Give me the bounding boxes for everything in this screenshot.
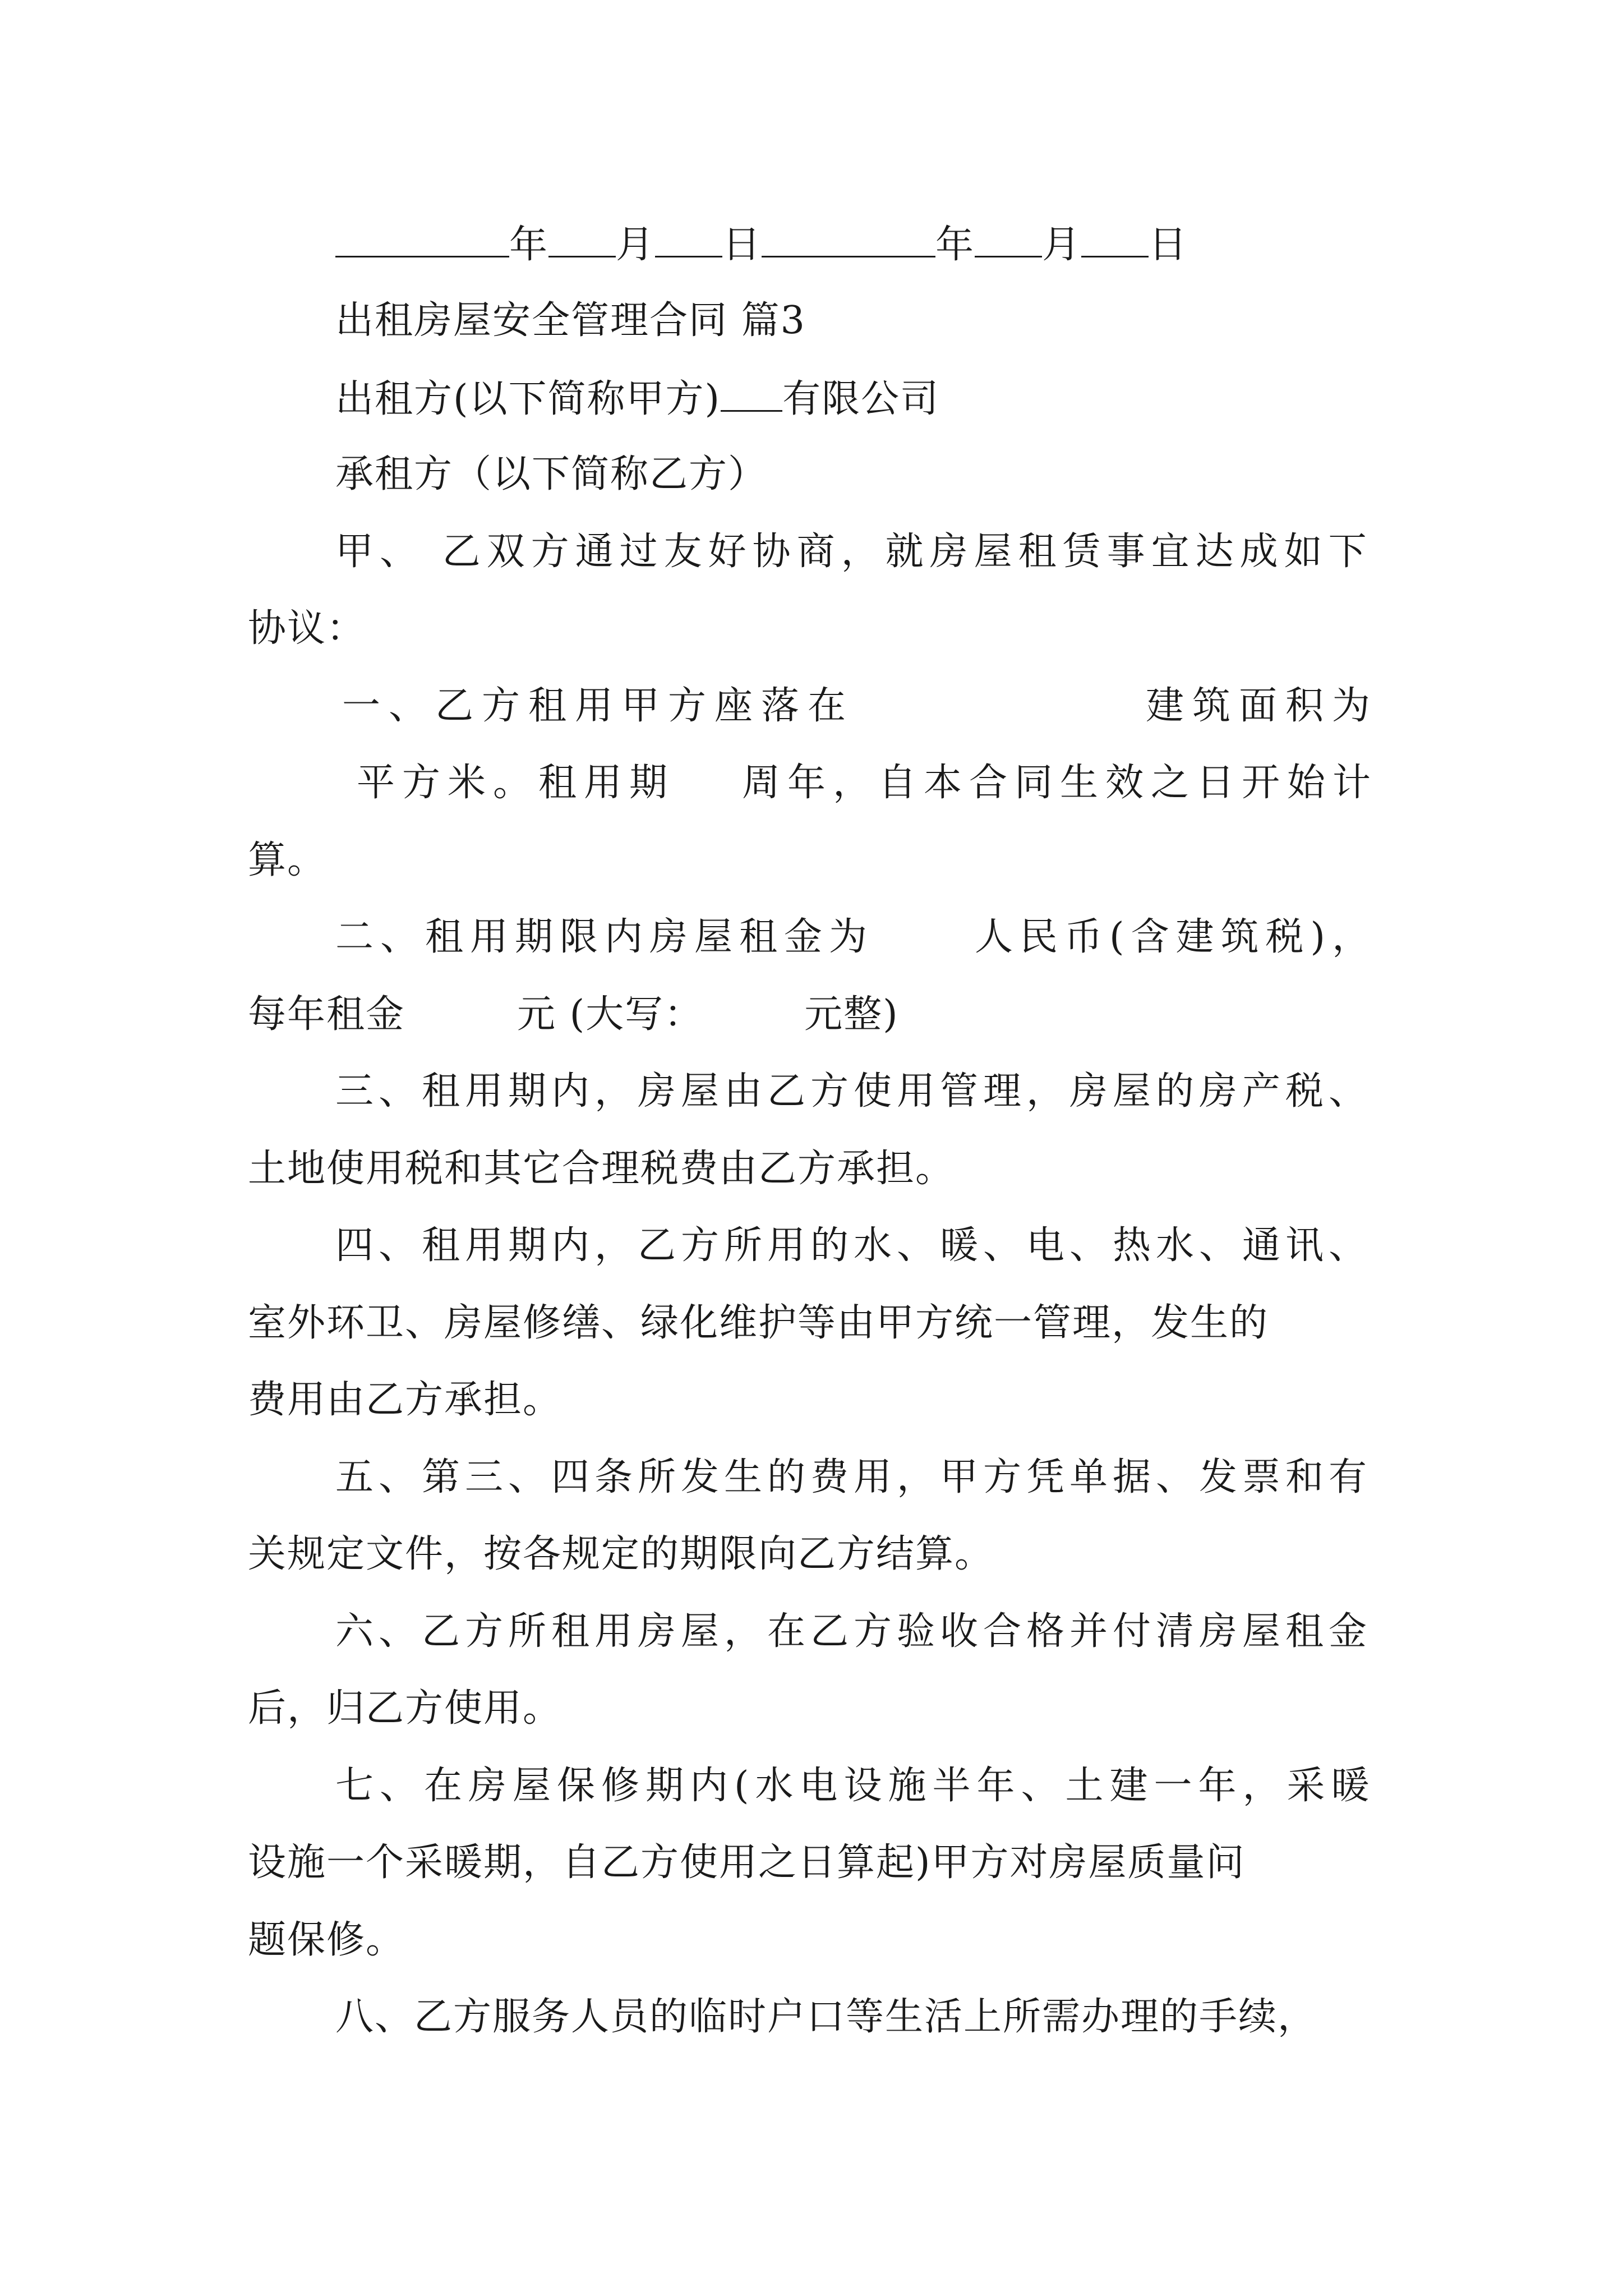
date-row xyxy=(335,223,1188,267)
clause-4-line-3: 费用由乙方承担。 xyxy=(248,1378,562,1422)
clause-1-line-3: 算。 xyxy=(248,838,327,882)
clause-1-line-1 xyxy=(342,684,1379,728)
month-label-2: 月 xyxy=(1042,223,1082,267)
clause-2-part-1: 二、租用期限内房屋租金为 xyxy=(335,915,874,959)
clause-2-part-2: 人民币(含建筑税)， xyxy=(975,915,1377,959)
clause-1-line-2-part-2: 周年，自本合同生效之日开始计 xyxy=(742,761,1378,805)
intro-line-2: 协议： xyxy=(248,606,366,651)
lessor-prefix: 出租方(以下简称甲方) xyxy=(335,377,721,421)
clause-2-line-2-part-3: 元整) xyxy=(804,992,899,1037)
clause-4-line-2: 室外环卫、房屋修缮、绿化维护等由甲方统一管理，发生的 xyxy=(248,1301,1269,1345)
clause-2-line-2-part-1: 每年租金 xyxy=(248,992,405,1037)
year-label-1: 年 xyxy=(509,223,549,267)
clause-2-line-1 xyxy=(335,915,1377,959)
month-blank-2 xyxy=(975,224,1042,257)
lessor-blank xyxy=(721,379,782,412)
clause-6-line-2: 后，归乙方使用。 xyxy=(248,1686,562,1731)
day-blank-1 xyxy=(655,224,722,257)
clause-4-line-1: 四、租用期内，乙方所用的水、暖、电、热水、通讯、 xyxy=(335,1223,1372,1268)
clause-3-line-1: 三、租用期内，房屋由乙方使用管理，房屋的房产税、 xyxy=(335,1069,1372,1114)
contract-heading: 出租房屋安全管理合同 篇3 xyxy=(335,298,806,343)
clause-1-line-2 xyxy=(357,761,1378,805)
year-blank-1 xyxy=(335,224,509,257)
day-blank-2 xyxy=(1081,224,1149,257)
year-label-2: 年 xyxy=(935,223,975,267)
clause-7-line-2: 设施一个采暖期，自乙方使用之日算起)甲方对房屋质量问 xyxy=(248,1841,1246,1885)
day-label-2: 日 xyxy=(1149,223,1188,267)
year-blank-2 xyxy=(762,224,935,257)
clause-2-line-2-part-2: 元 (大写： xyxy=(517,992,704,1037)
lessor-line xyxy=(335,377,940,421)
day-label-1: 日 xyxy=(722,223,762,267)
clause-5-line-1: 五、第三、四条所发生的费用，甲方凭单据、发票和有 xyxy=(335,1455,1372,1499)
clause-3-line-2: 土地使用税和其它合理税费由乙方承担。 xyxy=(248,1147,955,1191)
clause-6-line-1: 六、乙方所租用房屋，在乙方验收合格并付清房屋租金 xyxy=(335,1609,1372,1654)
clause-1-part-2: 建筑面积为 xyxy=(1146,684,1379,728)
clause-8-line-1: 八、乙方服务人员的临时户口等生活上所需办理的手续， xyxy=(335,1995,1317,2039)
month-blank-1 xyxy=(548,224,616,257)
lessee-line: 承租方（以下简称乙方） xyxy=(335,452,768,496)
clause-1-line-2-part-1: 平方米。租用期 xyxy=(357,761,675,805)
intro-line-1: 甲、 乙双方通过友好协商，就房屋租赁事宜达成如下 xyxy=(335,530,1373,574)
clause-7-line-1: 七、在房屋保修期内(水电设施半年、土建一年，采暖 xyxy=(335,1764,1376,1808)
clause-2-line-2 xyxy=(248,992,899,1037)
clause-5-line-2: 关规定文件，按各规定的期限向乙方结算。 xyxy=(248,1532,994,1576)
lessor-suffix: 有限公司 xyxy=(782,377,940,421)
clause-1-part-1: 一、乙方租用甲方座落在 xyxy=(342,684,855,728)
clause-7-line-3: 题保修。 xyxy=(248,1918,405,1962)
month-label-1: 月 xyxy=(616,223,656,267)
